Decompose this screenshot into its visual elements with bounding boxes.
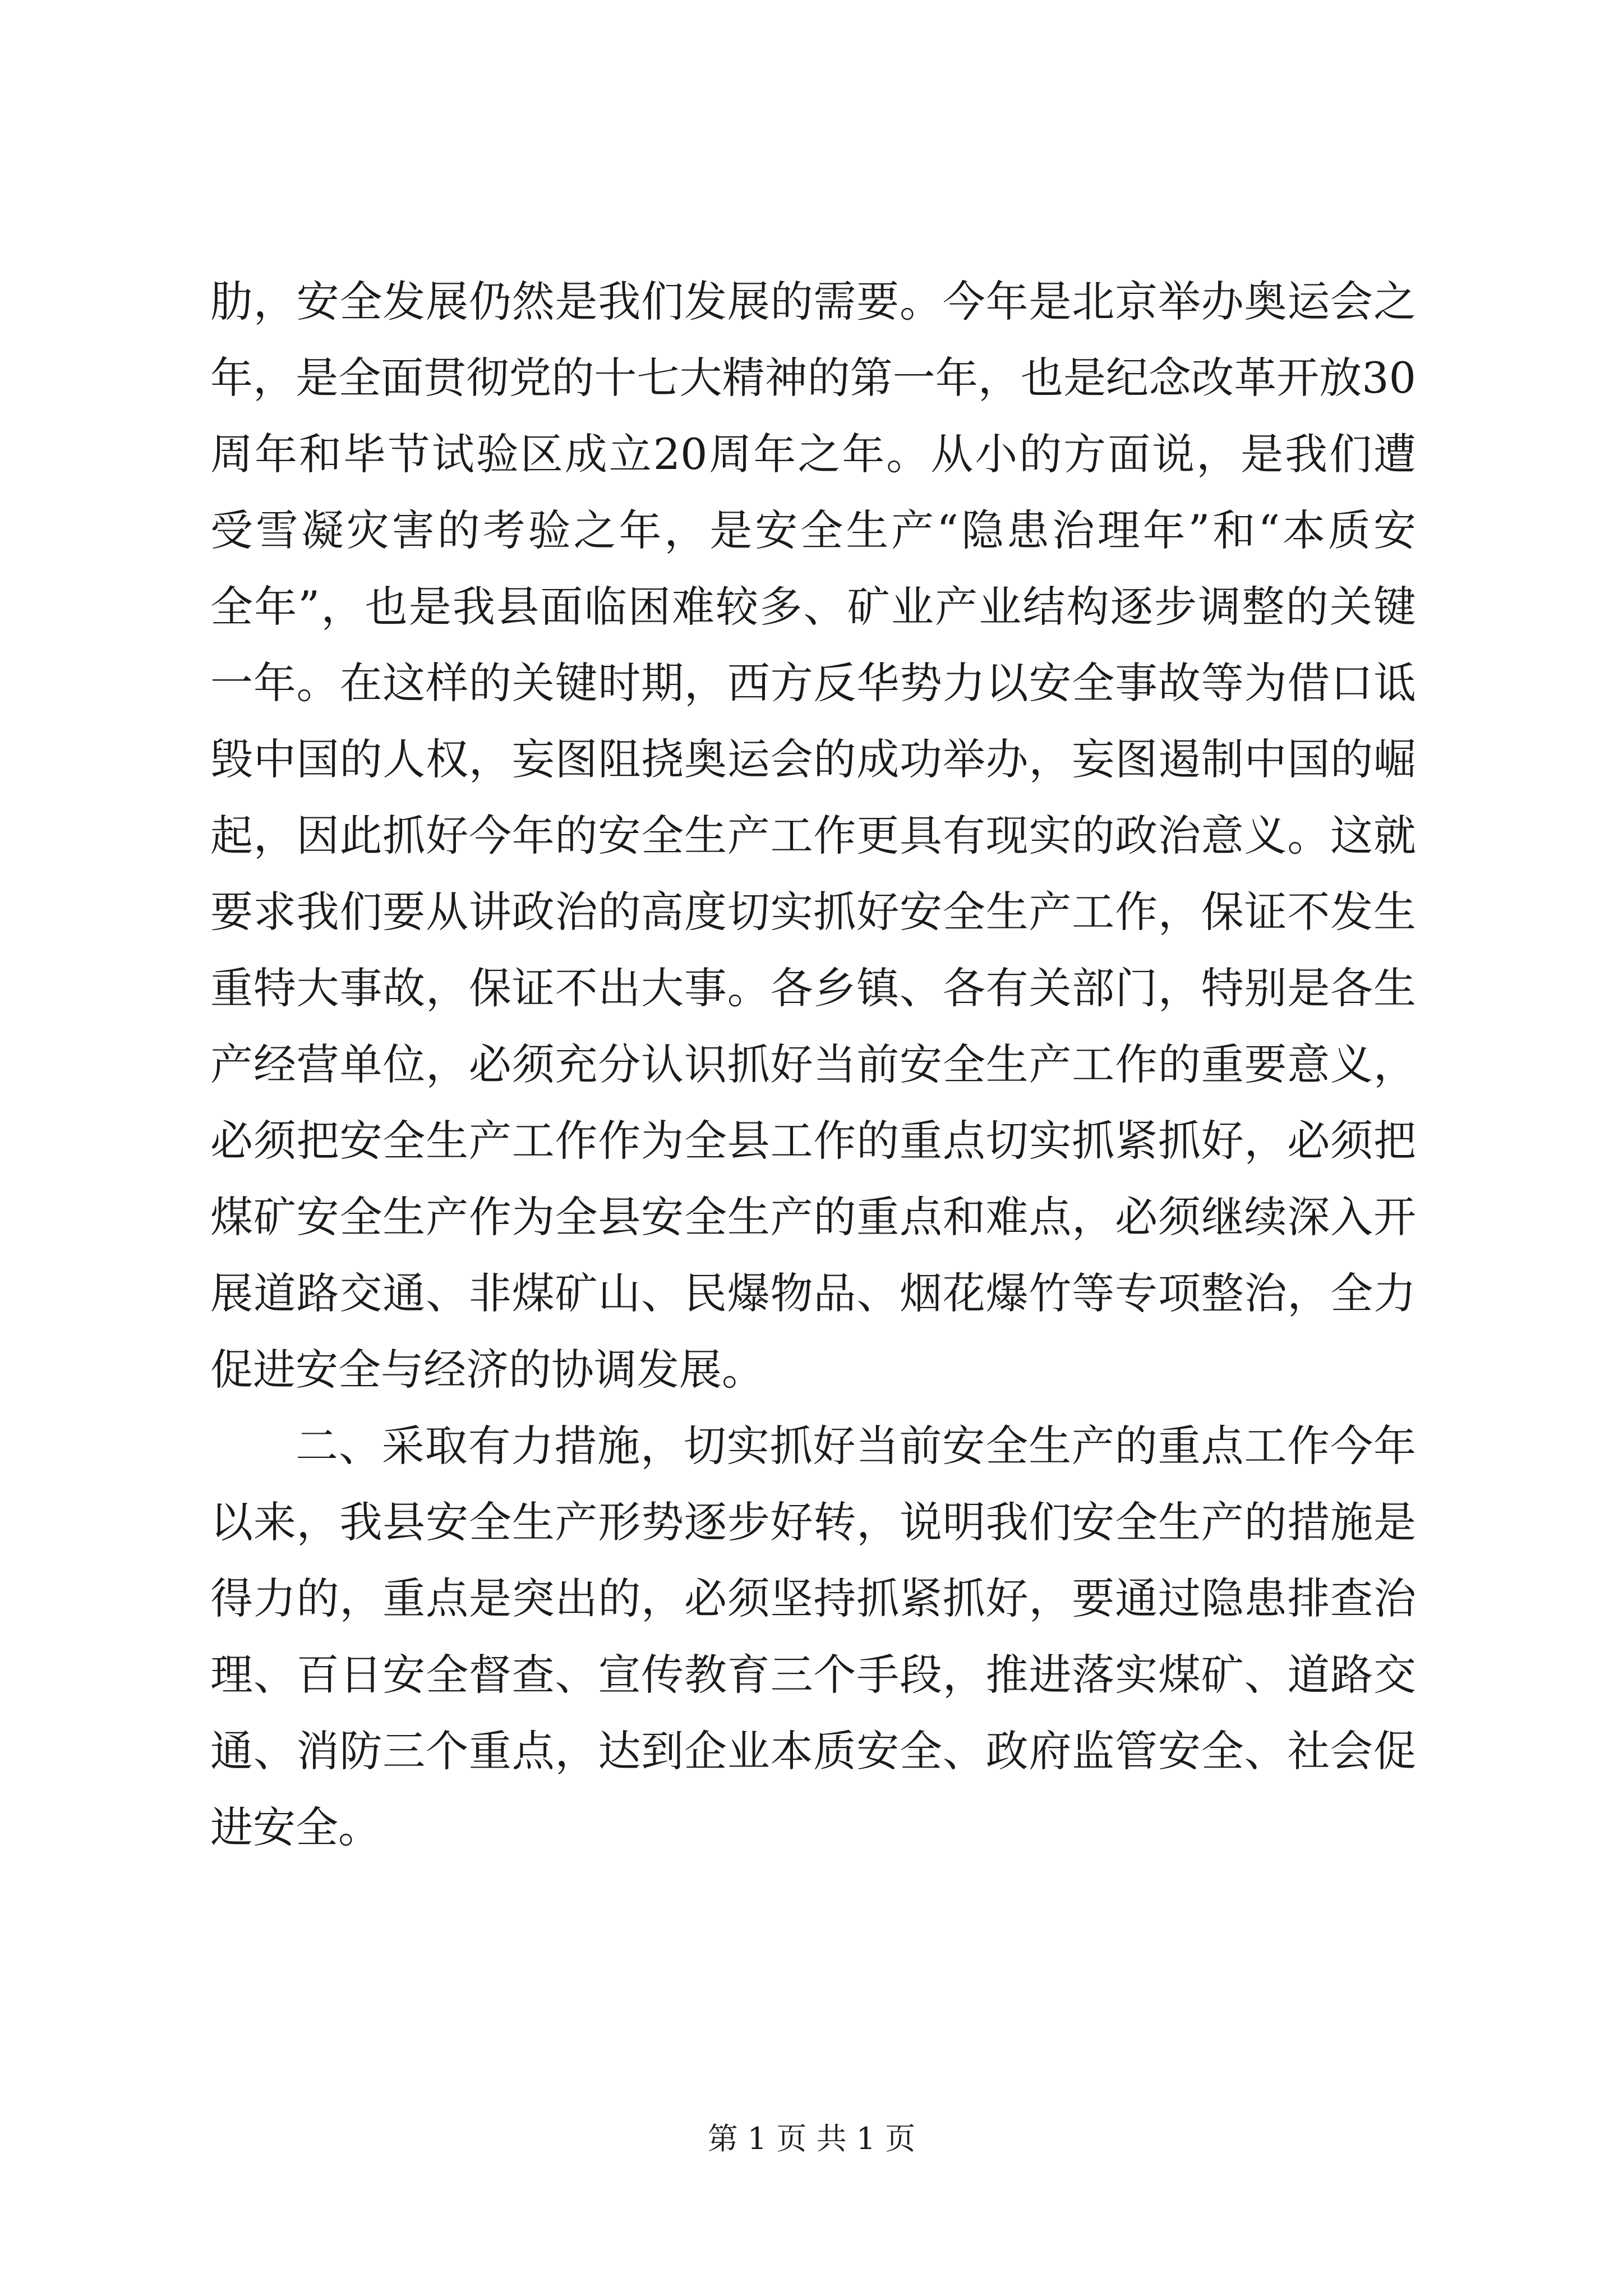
paragraph-1-line-1: 肋，安全发展仍然是我们发展的需要。今年是北京举办奥运会之: [210, 277, 1416, 326]
page-footer: [0, 2115, 1623, 2158]
paragraph-1-line-8: 起，因此抓好今年的安全生产工作更具有现实的政治意义。这就: [210, 811, 1416, 861]
paragraph-2-line-1: 二、采取有力措施，切实抓好当前安全生产的重点工作今年: [296, 1421, 1416, 1471]
paragraph-1-line-14: 展道路交通、非煤矿山、民爆物品、烟花爆竹等专项整治，全力: [210, 1268, 1416, 1318]
paragraph-1-line-6: 一年。在这样的关键时期，西方反华势力以安全事故等为借口诋: [210, 658, 1416, 708]
paragraph-1-line-11: 产经营单位，必须充分认识抓好当前安全生产工作的重要意义，: [210, 1039, 1416, 1089]
paragraph-2-line-6: 进安全。: [210, 1802, 381, 1852]
paragraph-1-line-5: 全年”，也是我县面临困难较多、矿业产业结构逐步调整的关键: [210, 582, 1416, 632]
paragraph-2-line-2: 以来，我县安全生产形势逐步好转，说明我们安全生产的措施是: [210, 1497, 1416, 1547]
paragraph-1-line-7: 毁中国的人权，妄图阻挠奥运会的成功举办，妄图遏制中国的崛: [210, 734, 1416, 784]
paragraph-1-line-10: 重特大事故，保证不出大事。各乡镇、各有关部门，特别是各生: [210, 963, 1416, 1013]
paragraph-1-line-4: 受雪凝灾害的考验之年，是安全生产“隐患治理年”和“本质安: [210, 505, 1416, 555]
paragraph-1-line-13: 煤矿安全生产作为全县安全生产的重点和难点，必须继续深入开: [210, 1192, 1416, 1242]
document-body: [210, 264, 1416, 1866]
paragraph-1-line-2: 年，是全面贯彻党的十七大精神的第一年，也是纪念改革开放30: [210, 353, 1416, 403]
page-number-label: 第 1 页 共 1 页: [707, 2121, 916, 2156]
paragraph-1-line-3: 周年和毕节试验区成立20周年之年。从小的方面说，是我们遭: [210, 429, 1416, 479]
paragraph-1-line-15: 促进安全与经济的协调发展。: [210, 1345, 764, 1395]
paragraph-1-line-12: 必须把安全生产工作作为全县工作的重点切实抓紧抓好，必须把: [210, 1116, 1416, 1166]
paragraph-2-line-5: 通、消防三个重点，达到企业本质安全、政府监管安全、社会促: [210, 1726, 1416, 1776]
paragraph-2-line-3: 得力的，重点是突出的，必须坚持抓紧抓好，要通过隐患排查治: [210, 1573, 1416, 1623]
paragraph-2-line-4: 理、百日安全督查、宣传教育三个手段，推进落实煤矿、道路交: [210, 1650, 1416, 1700]
paragraph-1-line-9: 要求我们要从讲政治的高度切实抓好安全生产工作，保证不发生: [210, 887, 1416, 937]
